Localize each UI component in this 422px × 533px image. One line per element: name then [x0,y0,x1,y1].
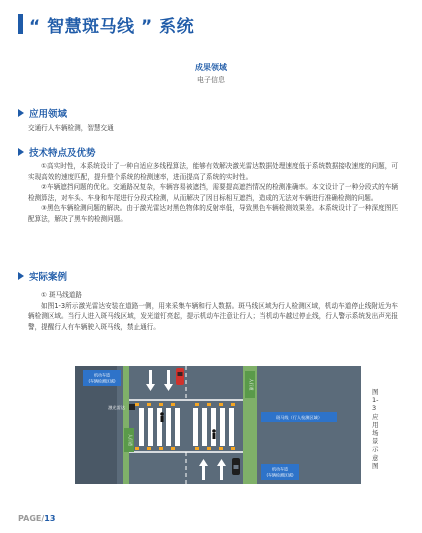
light-stud [135,447,139,450]
crosswalk-stripe [193,408,198,446]
label-sidewalk-left [124,428,134,452]
lidar-device [108,404,135,411]
figure-caption: 图1-3 应用场景示意图 [372,388,379,470]
pedestrian-head [160,412,164,416]
light-stud [219,447,223,450]
red-car-body [176,368,184,385]
label-sidewalk-right [245,371,255,398]
cases-body [28,290,398,332]
case-paragraph: 如图1-3所示激光雷达安装在道路一侧，用来采集车辆和行人数据。斑马线区域为行人检测区域，机动车道停止线附近为车辆检测区域。当行人进入斑马线区域，发光道钉亮起，提示机动车注意让行人；当机动车越过停止线，行人警示系统发出声光报警，提醒行人有车辆驶入斑马线，禁止通行。 [28,301,398,331]
field-label: 成果领域 [195,63,227,72]
section-heading-features [18,145,96,159]
feature-paragraph-1: ①高实时性，本系统设计了一种自适应多线程算法，能够有效解决激光雷达数据处理速度低于系统数据接收速度的问题，可实现高效的速度匹配，提升整个系统的检测速率，进而提高了系统的实时性。 [28,162,398,181]
features-body [28,161,398,224]
red-car [176,368,184,385]
title-accent-bar [18,14,23,34]
section-heading-application [18,106,67,120]
pedestrian-body [161,416,164,422]
feature-paragraph-2: ②车辆遮挡问题的优化。交通路况复杂，车辆容易被遮挡，需要提高遮挡情况的检测准确率。本文设计了一种分段式的车辆检测算法，对车头、车身和车尾进行分段式检测，从而解决了因目标相互遮挡，造成的无法对车辆进行准确检测的问题。 [28,183,398,202]
light-stud [171,447,175,450]
section-heading-text: 应用领域 [29,109,68,120]
light-stud [159,447,163,450]
light-stud [231,447,235,450]
crosswalk-stripe [175,408,180,446]
lidar-icon [129,404,135,410]
crosswalk-stripe [211,408,216,446]
label-line: 机动车道 [272,466,288,472]
label-crosswalk-zone [261,412,337,422]
black-car [232,458,240,475]
light-stud [207,447,211,450]
triangle-bullet-icon [18,148,24,156]
light-stud [231,403,235,406]
label-vehicle-zone-top [83,370,121,386]
crosswalk-stripe [166,408,171,446]
page-number-value: 13 [44,514,56,523]
light-stud [171,403,175,406]
light-stud [147,447,151,450]
crosswalk-stripe [229,408,234,446]
black-car-window [234,465,239,469]
light-stud [135,403,139,406]
light-stud [147,403,151,406]
label-text: 斑马线（行人检测区域） [275,414,323,420]
label-line: (车辆检测区域) [266,472,294,478]
crosswalk-stripe [139,408,144,446]
page-prefix: PAGE/ [18,514,45,523]
label-line: 机动车道 [94,372,110,378]
crosswalk-stripe [220,408,225,446]
page-title: “ 智慧斑马线 ” 系统 [29,17,195,37]
application-scene-figure [75,366,361,484]
crosswalk-stripe [202,408,207,446]
sidewalk-strip-left [123,366,129,484]
label-text: 人行道 [249,378,254,391]
section-heading-text: 实际案例 [29,272,68,283]
pedestrian-body [213,433,216,439]
case-subheading: ① 斑马线道路 [41,291,82,299]
red-car-window [178,372,183,376]
light-stud [207,403,211,406]
section-heading-cases [18,269,67,283]
pedestrian-head [212,429,216,433]
page-number [18,514,55,523]
field-value: 电子信息 [197,76,225,84]
label-vehicle-zone-bottom [261,464,299,480]
application-text: 交通行人车辆检测，智慧交通 [28,124,114,132]
light-stud [219,403,223,406]
label-line: (车辆检测区域) [88,378,116,384]
label-text: 人行道 [128,434,133,446]
light-stud [195,447,199,450]
crosswalk-stripe [148,408,153,446]
light-stud [159,403,163,406]
lidar-label: 激光雷达 [108,405,125,410]
section-heading-text: 技术特点及优势 [29,148,96,159]
light-stud [195,403,199,406]
triangle-bullet-icon [18,272,24,280]
feature-paragraph-3: ③黑色车辆检测问题的解决。由于激光雷达对黑色物体的反射率低，导致黑色车辆检测效果差。本系统设计了一种深度图匹配算法，解决了黑车的检测问题。 [28,204,398,223]
triangle-bullet-icon [18,109,24,117]
